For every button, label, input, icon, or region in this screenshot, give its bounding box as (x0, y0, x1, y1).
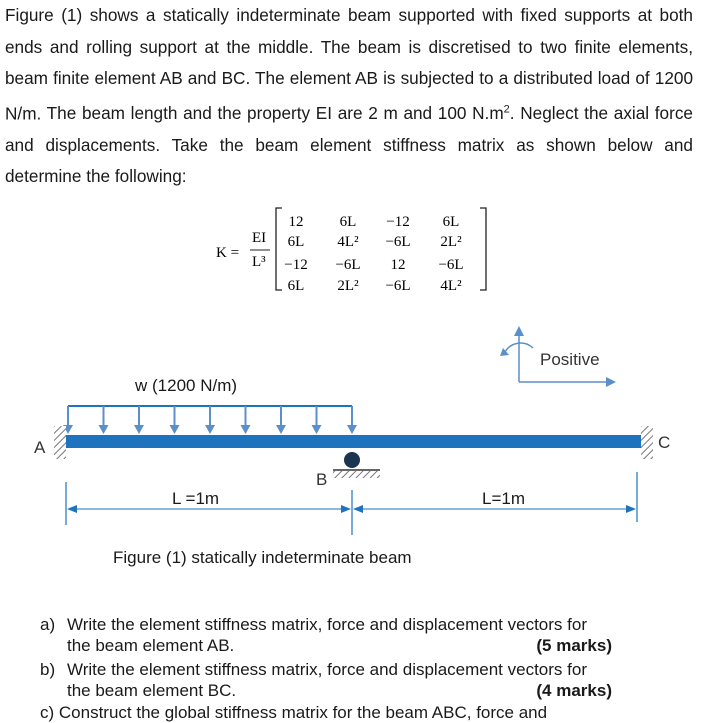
load-arrowhead (99, 425, 109, 434)
question-letter: a) (40, 615, 56, 634)
question-c-text: c) Construct the global stiffness matrix for the beam ABC, force and (40, 703, 548, 722)
sign-horizontal-arrowhead (606, 377, 616, 387)
sign-label: Positive (540, 350, 600, 369)
questions-list (40, 614, 640, 704)
question-marks: (5 marks) (536, 636, 612, 655)
distributed-load (63, 406, 357, 434)
question-text: the beam element BC. (67, 681, 237, 700)
intro-sentence-5: Take the beam element stiffness matrix as shown below and determine the following: (5, 134, 693, 187)
sign-vertical-arrowhead (514, 326, 524, 336)
sign-convention (500, 326, 616, 387)
matrix-left-bracket (276, 208, 282, 290)
question-text: the beam element AB. (67, 636, 235, 655)
intro-sentence-4-pre: The beam length and the property EI are 2 m and 100 N.m (46, 103, 504, 124)
matrix-cell: 6L (442, 214, 460, 230)
matrix-cell: 12 (390, 257, 406, 273)
intro-sentence-4-post: . Neglect the axial force and displacements. (5, 103, 693, 155)
matrix-right-bracket (480, 208, 486, 290)
intro-sentence-1: Figure (1) shows a statically indeterminate beam supported with fixed supports at both ends and rolling support at the middle. (5, 5, 693, 57)
beam-figure (0, 310, 720, 610)
matrix-cells (284, 214, 463, 294)
matrix-cell: 6L (339, 214, 357, 230)
matrix-cell: −12 (284, 257, 308, 273)
matrix-cell: 4L² (337, 234, 359, 250)
load-arrowhead (312, 425, 322, 434)
node-b-label: B (316, 470, 328, 489)
dim-arrow-bc-left (353, 505, 363, 513)
dim-arrow-ab-left (67, 505, 77, 513)
roller (344, 452, 360, 468)
roller-ground-hatch (333, 471, 380, 478)
matrix-cell: 2L² (337, 278, 359, 294)
beam (66, 435, 641, 448)
matrix-cell: 6L (287, 234, 305, 250)
matrix-cell: 2L² (440, 234, 462, 250)
question-b (40, 659, 640, 701)
dimension-lines (66, 472, 637, 535)
matrix-numerator: EI (252, 230, 267, 246)
dim-arrow-bc-right (626, 505, 636, 513)
matrix-cell: 4L² (440, 278, 462, 294)
load-arrowhead (205, 425, 215, 434)
fixed-support-a (54, 426, 66, 459)
matrix-cell: −12 (386, 214, 410, 230)
load-arrowhead (347, 425, 357, 434)
question-letter: b) (40, 660, 56, 679)
stiffness-matrix (0, 0, 720, 300)
matrix-cell: 6L (287, 278, 305, 294)
span-bc-label: L=1m (482, 489, 525, 508)
node-c-label: C (658, 433, 671, 452)
intro-sentence-3: The element AB is subjected to a distributed load of 1200 N/m. (5, 68, 693, 124)
matrix-cell: 12 (288, 214, 304, 230)
load-arrowhead (276, 425, 286, 434)
load-arrowhead (134, 425, 144, 434)
intro-sentence-2: The beam is discretised to two finite elements, beam finite element AB and BC. (5, 36, 693, 88)
node-a-label: A (34, 438, 46, 457)
matrix-cell: −6L (335, 257, 361, 273)
question-text: Write the element stiffness matrix, force and displacement vectors for (67, 615, 587, 634)
load-label: w (1200 N/m) (135, 376, 238, 395)
span-ab-label: L =1m (172, 489, 220, 508)
roller-support-b (333, 452, 380, 478)
figure-caption: Figure (1) statically indeterminate beam (113, 548, 412, 567)
question-marks: (4 marks) (536, 681, 612, 700)
matrix-cell: −6L (438, 257, 464, 273)
matrix-cell: −6L (385, 234, 411, 250)
intro-sentence-4-sup: 2 (503, 103, 510, 116)
matrix-denominator: L³ (252, 254, 266, 270)
question-c-partial (40, 702, 660, 722)
dim-arrow-ab-right (341, 505, 351, 513)
matrix-cell: −6L (385, 278, 411, 294)
matrix-lhs: K = (216, 245, 240, 261)
question-text: Write the element stiffness matrix, force and displacement vectors for (67, 660, 587, 679)
fixed-support-c (641, 426, 653, 459)
question-a (40, 614, 640, 656)
load-arrowhead (241, 425, 251, 434)
load-arrowhead (170, 425, 180, 434)
